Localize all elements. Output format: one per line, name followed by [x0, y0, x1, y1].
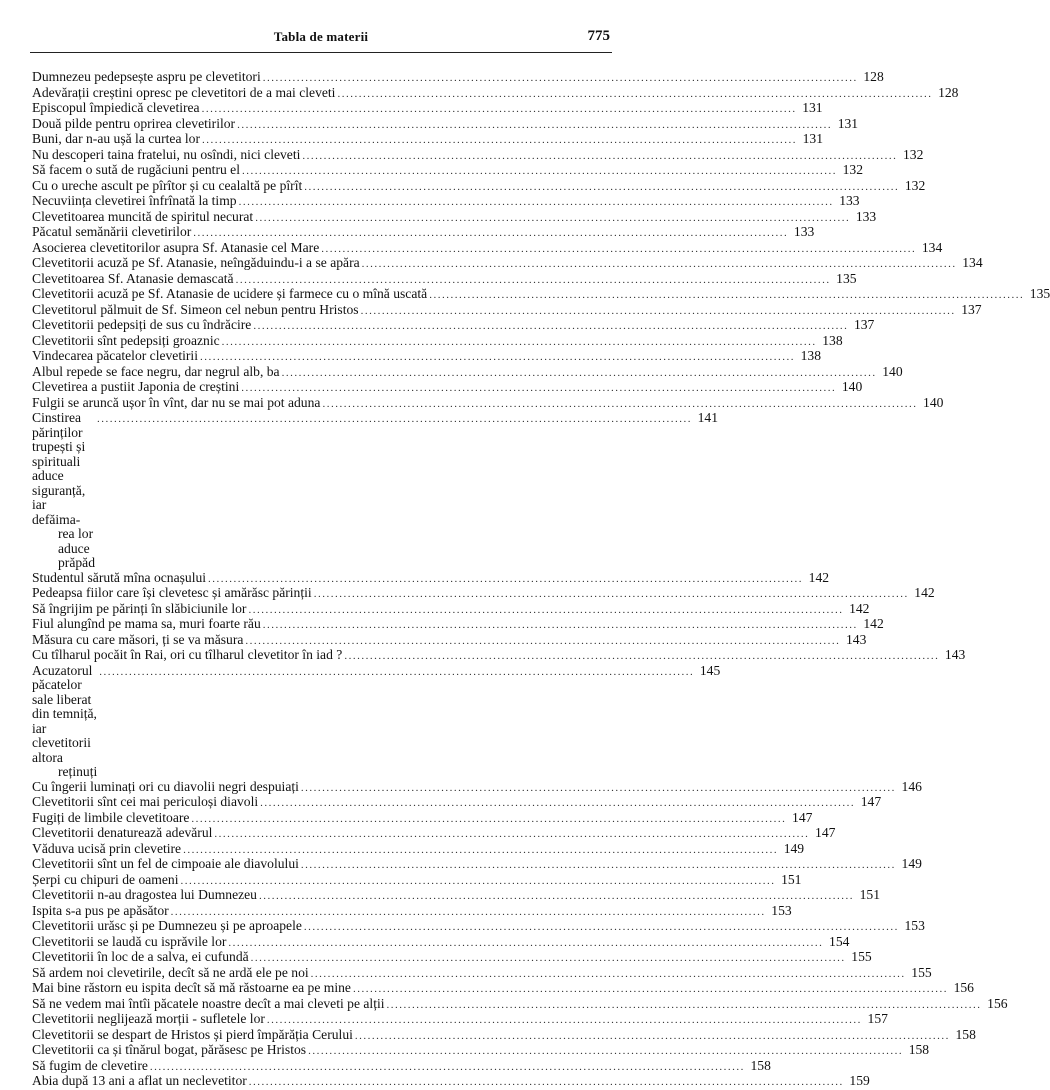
- dot-leader: [171, 905, 766, 920]
- toc-entry-page: 134: [962, 255, 983, 270]
- toc-entry-title-continuation: rea lor aduce prăpăd: [58, 526, 95, 570]
- toc-entry-title-text: Să ardem noi clevetirile, decît să ne ardă ele pe noi: [32, 964, 309, 980]
- toc-entry-page: 133: [793, 224, 815, 239]
- toc-entry-title-text: Abia după 13 ani a aflat un neclevetitor: [32, 1073, 247, 1088]
- toc-entry: [32, 270, 857, 288]
- dot-leader: [208, 572, 803, 587]
- toc-entry-page: 155: [851, 949, 872, 964]
- toc-entry: [32, 887, 880, 904]
- toc-entry-title: [32, 811, 189, 826]
- toc-entry-title: [32, 888, 257, 903]
- toc-entry-page: 153: [771, 902, 792, 918]
- toc-entry-page: 133: [855, 208, 877, 224]
- toc-entry-page: 132: [903, 146, 924, 162]
- dot-leader: [301, 781, 896, 796]
- dot-leader: [251, 951, 846, 966]
- toc-entry-title-text: Două pilde pentru oprirea clevetirilor: [32, 115, 236, 131]
- toc-entry: [32, 131, 823, 148]
- toc-entry-title: [32, 86, 335, 101]
- toc-entry-page: 131: [802, 131, 823, 146]
- dot-leader: [353, 982, 948, 997]
- toc-entry-page: 155: [911, 964, 932, 980]
- toc-entry-title: [32, 194, 237, 209]
- toc-entry-page: 154: [829, 933, 850, 949]
- toc-entry-title: [32, 1028, 353, 1043]
- dot-leader: [97, 412, 692, 427]
- dot-leader: [321, 242, 916, 257]
- toc-entry-title: [32, 256, 360, 271]
- toc-entry-title-text: Păcatul semănării clevetirilor: [32, 224, 192, 239]
- toc-entry: [32, 332, 843, 350]
- toc-entry-title: [32, 179, 302, 194]
- toc-entry: [32, 616, 884, 633]
- toc-entry-title: [32, 826, 212, 841]
- toc-entry-title: [32, 210, 253, 225]
- toc-entry-title: [32, 664, 97, 780]
- toc-entry: [32, 84, 959, 102]
- toc-entry-title-text: Clevetitorii neglijează morții - sufletele lor: [32, 1011, 265, 1026]
- toc-entry-page: 159: [849, 1073, 870, 1088]
- dot-leader: [263, 618, 858, 633]
- dot-leader: [311, 967, 906, 982]
- toc-entry-title-text: Pedeapsa fiilor care își clevetesc și amărăsc părinții: [32, 585, 312, 600]
- toc-entry-page: 143: [845, 631, 867, 647]
- dot-leader: [193, 226, 788, 241]
- toc-entry-title: [32, 904, 169, 919]
- toc-entry-title: [32, 318, 251, 333]
- dot-leader: [202, 102, 797, 117]
- toc-entry-title: [32, 287, 427, 302]
- toc-entry: [32, 363, 903, 381]
- dot-leader: [344, 649, 939, 664]
- toc-entry-title-text: Buni, dar n-au ușă la curtea lor: [32, 131, 200, 146]
- toc-entry: [32, 918, 925, 935]
- toc-entry-title: [32, 334, 220, 349]
- dot-leader: [302, 149, 897, 164]
- toc-entry-page: 138: [822, 332, 843, 348]
- toc-entry-title: [32, 101, 200, 116]
- toc-entry-title-text: Măsura cu care măsori, ți se va măsura: [32, 631, 244, 647]
- page-header: [30, 22, 612, 53]
- toc-entry-title-text: Să ne vedem mai întîi păcatele noastre decît a mai cleveti pe alții: [32, 995, 385, 1011]
- toc-entry-title: [32, 163, 240, 178]
- toc-entry-page: 147: [860, 794, 882, 809]
- toc-entry-title: [32, 981, 351, 996]
- toc-entry-title-text: Fugiți de limbile clevetitoare: [32, 809, 190, 825]
- toc-entry-page: 132: [842, 162, 863, 177]
- dot-leader: [267, 1013, 862, 1028]
- toc-entry-page: 135: [1029, 286, 1050, 301]
- toc-entry-title-text: Fulgii se aruncă ușor în vînt, dar nu se mai pot aduna: [32, 394, 321, 410]
- toc-entry-page: 158: [955, 1026, 976, 1042]
- dot-leader: [183, 843, 778, 858]
- toc-entry-page: 141: [697, 410, 718, 425]
- toc-entry-title-text: Să îngrijim pe părinți în slăbiciunile lor: [32, 600, 247, 616]
- toc-entry: [32, 585, 935, 602]
- toc-entry-title-text: Nu descoperi taina fratelui, nu osîndi, nici cleveti: [32, 146, 301, 162]
- toc-entry-page: 156: [987, 995, 1008, 1011]
- dot-leader: [301, 858, 896, 873]
- dot-leader: [429, 288, 1024, 303]
- toc-entry: [32, 410, 718, 571]
- toc-entry-page: 157: [867, 1011, 888, 1026]
- toc-entry: [32, 162, 863, 179]
- toc-entry-title-text: Cu îngerii luminați ori cu diavolii negri despuiați: [32, 778, 299, 794]
- dot-leader: [304, 180, 899, 195]
- toc-entry-title: [32, 919, 302, 934]
- toc-entry: [32, 647, 966, 664]
- toc-entry: [32, 600, 870, 618]
- toc-entry: [32, 569, 830, 587]
- toc-entry: [32, 980, 974, 997]
- dot-leader: [191, 812, 786, 827]
- toc-entry-title-text: Acuzatorul păcatelor sale liberat din temniță, iar clevetitorii altora: [32, 662, 97, 765]
- toc-entry-title-text: Clevetitorii sînt un fel de cimpoaie ale diavolului: [32, 856, 299, 871]
- dot-leader: [239, 195, 834, 210]
- toc-entry: [32, 115, 859, 133]
- toc-entry-title: [32, 349, 198, 364]
- toc-entry-page: 158: [908, 1042, 930, 1057]
- dot-leader: [308, 1044, 903, 1059]
- toc-entry-title: [32, 117, 235, 132]
- toc-entry-page: 134: [921, 239, 943, 255]
- toc-entry-title: [32, 303, 359, 318]
- toc-entry-page: 143: [944, 647, 966, 662]
- toc-entry-title-text: Ispita s-a pus pe apăsător: [32, 902, 169, 918]
- toc-entry-page: 146: [901, 778, 922, 794]
- toc-entry: [32, 995, 1008, 1013]
- toc-entry-title-text: Fiul alungînd pe mama sa, muri foarte rău: [32, 616, 261, 631]
- toc-entry-title-text: Vindecarea păcatelor clevetirii: [32, 348, 198, 363]
- toc-entry-title: [32, 935, 226, 950]
- toc-entry: [32, 856, 922, 873]
- toc-entry-title: [32, 780, 299, 795]
- toc-entry-title-text: Să fugim de clevetire: [32, 1057, 148, 1073]
- toc-entry-title: [32, 873, 178, 888]
- toc-entry: [32, 379, 863, 396]
- toc-entry-title-text: Clevetitorii în loc de a salva, ei cufundă: [32, 949, 249, 964]
- toc-entry-page: 131: [837, 115, 859, 131]
- toc-entry: [32, 871, 802, 889]
- toc-entry-title: [32, 997, 385, 1012]
- toc-entry-page: 142: [808, 569, 830, 585]
- toc-entry-title-text: Clevetitorii urăsc și pe Dumnezeu și pe aproapele: [32, 918, 302, 933]
- toc-entry-title-text: Șerpi cu chipuri de oameni: [32, 871, 179, 887]
- dot-leader: [200, 350, 795, 365]
- toc-entry-title-text: Necuviința clevetirei înfrînată la timp: [32, 193, 237, 208]
- toc-entry-title: [32, 795, 258, 810]
- toc-entry-page: 135: [836, 270, 857, 286]
- toc-entry-page: 140: [923, 394, 944, 410]
- dot-leader: [361, 304, 956, 319]
- dot-leader: [355, 1029, 950, 1044]
- toc-entry-title-text: Clevetitorii sînt cei mai periculoși diavoli: [32, 794, 259, 809]
- toc-entry-page: 158: [750, 1057, 771, 1073]
- toc-entry: [32, 286, 1050, 303]
- toc-entry-title-text: Cu o ureche ascult pe pîrîtor și cu cealaltă pe pîrît: [32, 177, 303, 193]
- toc-entry-title-text: Mai bine răstorn eu ispita decît să mă răstoarne ea pe mine: [32, 980, 351, 995]
- toc-entry: [32, 255, 983, 272]
- toc-entry-page: 128: [938, 84, 959, 100]
- toc-entry-title-text: Asocierea clevetitorilor asupra Sf. Atanasie cel Mare: [32, 239, 320, 255]
- toc-entry-title-text: Clevetitorii acuză pe Sf. Atanasie de ucidere și farmece cu o mînă uscată: [32, 286, 428, 301]
- toc-entry-title-text: Clevetitorii se laudă cu isprăvile lor: [32, 933, 227, 949]
- toc-entry: [32, 146, 924, 164]
- toc-entry-title: [32, 241, 319, 256]
- toc-entry: [32, 662, 721, 780]
- toc-entry-title: [32, 571, 206, 586]
- toc-entry: [32, 394, 944, 412]
- toc-entry-page: 133: [839, 193, 860, 208]
- dot-leader: [249, 1075, 844, 1090]
- dot-leader: [99, 665, 694, 680]
- toc-entry-title-text: Clevetitoarea Sf. Atanasie demascată: [32, 270, 234, 286]
- toc-entry-page: 151: [781, 871, 802, 887]
- toc-entry-title-text: Dumnezeu pedepsește aspru pe clevetitori: [32, 69, 261, 84]
- toc-entry-title-text: Studentul sărută mîna ocnașului: [32, 569, 207, 585]
- toc-entry-title-text: Clevetitorii ca și tînărul bogat, părăsesc pe Hristos: [32, 1042, 307, 1057]
- toc-entry-title: [32, 602, 246, 617]
- dot-leader: [222, 335, 817, 350]
- toc-entry-title-text: Să facem o sută de rugăciuni pentru el: [32, 162, 240, 177]
- dot-leader: [314, 587, 909, 602]
- toc-entry: [32, 631, 867, 649]
- dot-leader: [387, 998, 982, 1013]
- toc-entry: [32, 100, 823, 117]
- toc-entry: [32, 840, 805, 858]
- dot-leader: [260, 796, 855, 811]
- toc-entry: [32, 177, 926, 195]
- dot-leader: [263, 71, 858, 86]
- toc-entry-title-text: Clevetitoarea muncită de spiritul necurat: [32, 208, 254, 224]
- toc-entry: [32, 778, 922, 796]
- toc-entry-title-text: Clevetirea a pustiit Japonia de creștini: [32, 379, 240, 394]
- toc-entry-title: [32, 966, 309, 981]
- toc-entry-title-text: Clevetitorii denaturează adevărul: [32, 825, 213, 840]
- toc-entry-page: 131: [802, 100, 823, 115]
- dot-leader: [259, 889, 854, 904]
- toc-entry: [32, 1011, 888, 1028]
- toc-entry-title-text: Clevetitorul pălmuit de Sf. Simeon cel nebun pentru Hristos: [32, 301, 359, 317]
- toc-entry-title-text: Episcopul împiedică clevetirea: [32, 100, 200, 115]
- toc-entry: [32, 809, 813, 827]
- toc-entry-title: [32, 1043, 306, 1058]
- toc-entry: [32, 933, 850, 951]
- toc-entry-page: 149: [783, 840, 805, 856]
- toc-entry: [32, 348, 821, 365]
- dot-leader: [236, 273, 831, 288]
- dot-leader: [202, 133, 797, 148]
- toc-entry: [32, 1057, 771, 1075]
- toc-entry-title: [32, 70, 261, 85]
- dot-leader: [150, 1060, 745, 1075]
- toc-entry-page: 149: [901, 856, 922, 871]
- toc-entry-title: [32, 148, 300, 163]
- toc-entry-title: [32, 1012, 265, 1027]
- toc-entry-title: [32, 633, 243, 648]
- toc-entry-page: 145: [699, 662, 721, 678]
- toc-entry-title: [32, 950, 249, 965]
- dot-leader: [282, 366, 877, 381]
- dot-leader: [362, 257, 957, 272]
- dot-leader: [242, 164, 837, 179]
- toc-entry-page: 153: [904, 918, 925, 933]
- dot-leader: [228, 936, 823, 951]
- toc-entry-title: [32, 411, 95, 571]
- toc-entry-title-text: Clevetitorii n-au dragostea lui Dumnezeu: [32, 887, 257, 902]
- toc-entry-page: 142: [863, 616, 884, 631]
- toc-entry: [32, 239, 943, 257]
- toc-entry-page: 142: [849, 600, 870, 616]
- toc-entry-title-text: Albul repede se face negru, dar negrul alb, ba: [32, 363, 280, 379]
- toc-entry-page: 137: [961, 301, 982, 317]
- page-number: 775: [587, 28, 610, 44]
- toc-entry-page: 128: [863, 69, 884, 84]
- toc-entry-page: 138: [800, 348, 821, 363]
- toc-entry-title-text: Cu tîlharul pocăit în Rai, ori cu tîlharul clevetitor în iad ?: [32, 647, 343, 662]
- toc-entry-title-text: Cinstirea părinților trupești și spirituali aduce siguranță, iar defăima-: [32, 410, 86, 527]
- toc-entry-title: [32, 225, 191, 240]
- toc-entry-title: [32, 586, 312, 601]
- toc-entry-title: [32, 617, 261, 632]
- dot-leader: [253, 319, 848, 334]
- toc-entry-title: [32, 648, 342, 663]
- toc-entry: [32, 193, 860, 210]
- dot-leader: [245, 634, 840, 649]
- toc-entry-title-text: Clevetitorii se despart de Hristos și pierd împărăția Cerului: [32, 1026, 353, 1042]
- table-of-contents: [32, 69, 1050, 1090]
- toc-entry-title-text: Clevetitorii acuză pe Sf. Atanasie, neîngăduindu-i a se apăra: [32, 255, 360, 270]
- toc-entry-title: [32, 857, 299, 872]
- toc-entry-page: 140: [841, 379, 863, 394]
- dot-leader: [241, 381, 836, 396]
- toc-entry: [32, 1026, 976, 1044]
- toc-entry-title: [32, 272, 234, 287]
- dot-leader: [214, 827, 809, 842]
- toc-entry-title: [32, 380, 239, 395]
- dot-leader: [255, 211, 850, 226]
- dot-leader: [248, 603, 843, 618]
- toc-entry-title-text: Adevărații creștini opresc pe clevetitori de a mai cleveti: [32, 84, 336, 100]
- toc-entry-page: 151: [859, 887, 880, 902]
- toc-entry-title: [32, 1074, 247, 1089]
- dot-leader: [180, 874, 775, 889]
- toc-entry: [32, 794, 882, 811]
- toc-entry-page: 147: [815, 825, 836, 840]
- dot-leader: [304, 920, 899, 935]
- toc-entry: [32, 208, 877, 226]
- toc-entry-title: [32, 842, 181, 857]
- toc-entry: [32, 69, 884, 86]
- toc-entry-title-continuation: reținuți: [58, 764, 98, 779]
- toc-entry-title-text: Clevetitorii pedepsiți de sus cu îndrăcire: [32, 317, 252, 332]
- toc-entry-title: [32, 365, 280, 380]
- toc-entry: [32, 964, 932, 982]
- toc-entry-title-text: Clevetitorii sînt pedepsiți groaznic: [32, 332, 220, 348]
- toc-entry-title: [32, 396, 320, 411]
- toc-entry-page: 137: [853, 317, 875, 332]
- toc-entry: [32, 301, 982, 319]
- toc-entry: [32, 825, 836, 842]
- toc-entry-page: 147: [792, 809, 813, 825]
- running-title: Tabla de materii: [273, 29, 369, 44]
- toc-entry: [32, 1073, 870, 1090]
- toc-entry-title: [32, 132, 200, 147]
- toc-entry: [32, 949, 872, 966]
- toc-entry-title-text: Văduva ucisă prin clevetire: [32, 840, 182, 856]
- toc-entry-page: 132: [904, 177, 926, 193]
- toc-entry: [32, 902, 792, 920]
- dot-leader: [237, 118, 832, 133]
- toc-entry-page: 140: [882, 363, 903, 379]
- dot-leader: [322, 397, 917, 412]
- toc-entry: [32, 317, 875, 334]
- toc-entry-page: 142: [914, 585, 935, 600]
- toc-entry-page: 156: [953, 980, 974, 995]
- toc-entry: [32, 224, 815, 241]
- toc-entry: [32, 1042, 930, 1059]
- toc-entry-title: [32, 1059, 148, 1074]
- dot-leader: [337, 87, 932, 102]
